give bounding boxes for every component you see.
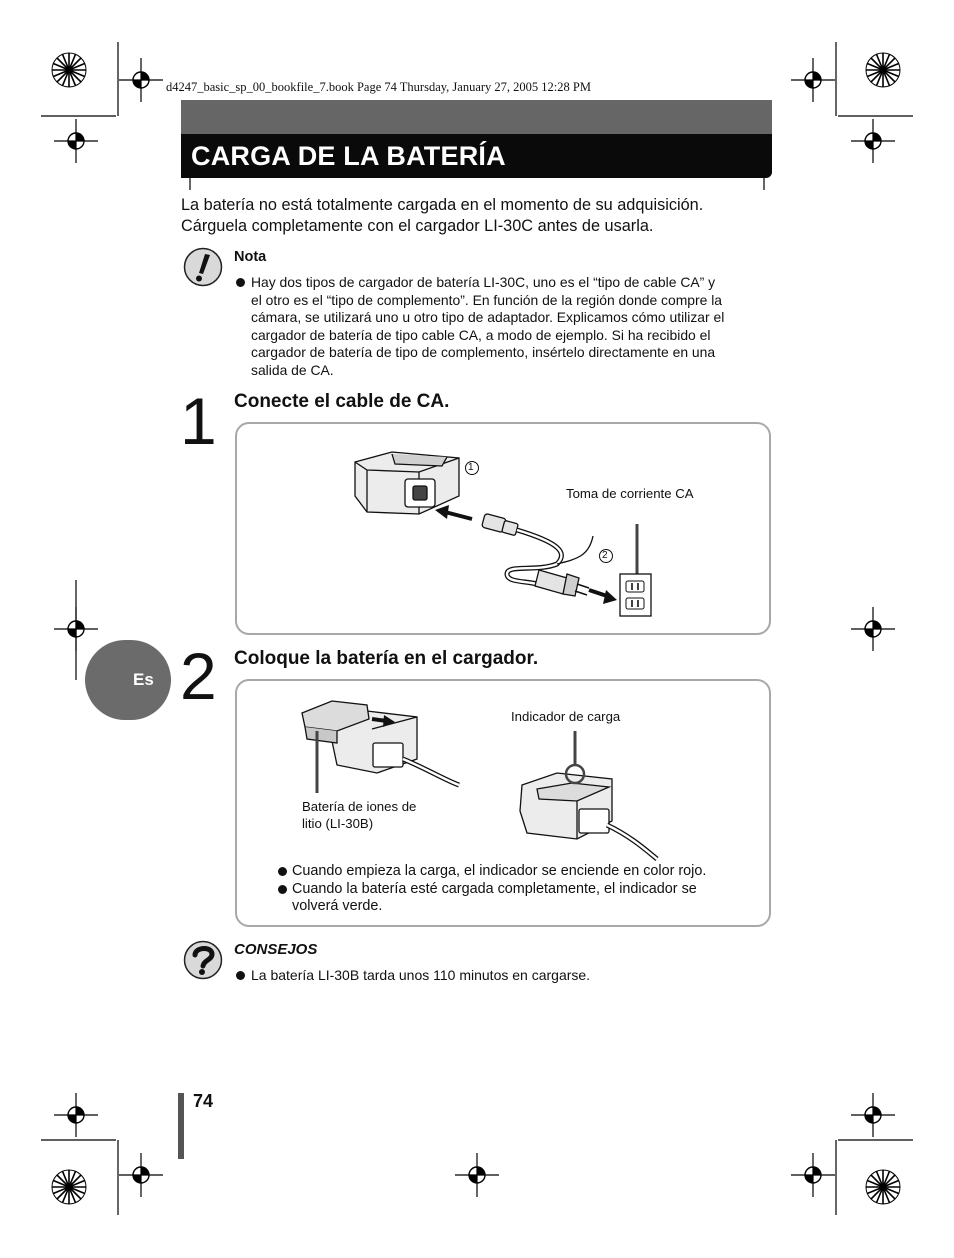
note-line: cargador de batería de tipo cable CA, a modo de ejemplo. Si ha recibido el xyxy=(251,326,711,343)
panel-bullet xyxy=(278,867,287,876)
step-title-2: Coloque la batería en el cargador. xyxy=(234,648,539,669)
note-bullet xyxy=(236,278,245,287)
intro-text xyxy=(181,195,781,237)
note-line: cargador de batería de tipo de complemento, insértelo directamente en una xyxy=(251,344,716,360)
page-title: CARGA DE LA BATERÍA xyxy=(191,141,506,171)
page-number: 74 xyxy=(193,1091,214,1111)
language-tab xyxy=(85,640,171,720)
note-title: Nota xyxy=(234,249,267,265)
tips-text: La batería LI-30B tarda unos 110 minutos en cargarse. xyxy=(251,967,591,983)
step1-illustration-panel xyxy=(235,422,771,635)
print-header: d4247_basic_sp_00_bookfile_7.book Page 74 Thursday, January 27, 2005 12:28 PM xyxy=(166,80,591,94)
exclamation-icon xyxy=(183,247,223,287)
intro-line: La batería no está totalmente cargada en el momento de su adquisición. xyxy=(181,196,704,214)
battery-label xyxy=(302,798,416,832)
question-icon xyxy=(183,940,223,980)
bullet-line: Cuando la batería esté cargada completamente, el indicador se xyxy=(292,881,697,897)
step-title-1: Conecte el cable de CA. xyxy=(234,391,450,412)
bullet-line: volverá verde. xyxy=(292,898,383,914)
indicator-label: Indicador de carga xyxy=(511,709,621,724)
intro-line: Cárguela completamente con el cargador LI-30C antes de usarla. xyxy=(181,217,654,235)
bullet-line: Cuando empieza la carga, el indicador se enciende en color rojo. xyxy=(292,863,707,879)
title-bar xyxy=(181,134,772,178)
page-number-bar xyxy=(178,1093,184,1159)
callout-1: 1 xyxy=(468,462,474,473)
note-line: cámara, se utilizará uno u otro tipo de adaptador. Explicamos cómo utilizar el xyxy=(251,309,725,325)
outlet-label: Toma de corriente CA xyxy=(566,486,694,501)
tips-title: CONSEJOS xyxy=(234,941,318,958)
note-line: salida de CA. xyxy=(251,361,334,378)
step-number-1: 1 xyxy=(180,384,217,458)
step-number-2: 2 xyxy=(180,639,217,713)
note-text xyxy=(251,274,773,379)
note-line: el otro es el “tipo de complemento”. En función de la región donde compre la xyxy=(251,291,723,308)
title-bar-top xyxy=(181,100,772,134)
charger-cable-illustration xyxy=(237,424,769,633)
battery-label-line: litio (LI-30B) xyxy=(302,816,374,831)
note-line: Hay dos tipos de cargador de batería LI-30C, uno es el “tipo de cable CA” y xyxy=(251,274,716,290)
language-label: Es xyxy=(133,670,154,689)
step2-bullets xyxy=(292,863,762,915)
callout-2: 2 xyxy=(602,550,608,561)
panel-bullet xyxy=(278,885,287,894)
tips-bullet xyxy=(236,971,245,980)
battery-label-line: Batería de iones de xyxy=(302,799,417,814)
